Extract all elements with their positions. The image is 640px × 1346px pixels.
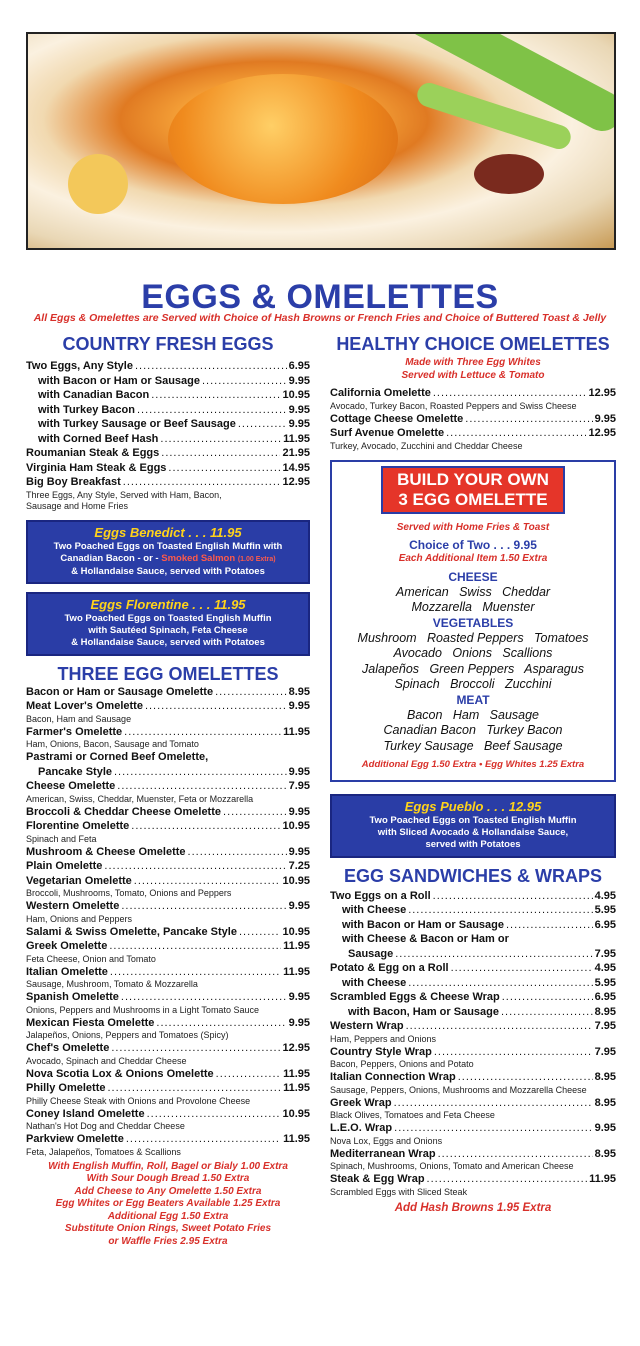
menu-item <box>26 899 310 914</box>
menu-item <box>330 1147 616 1162</box>
item-price: 7.25 <box>288 860 310 872</box>
healthy-sub: Made with Three Egg Whites <box>405 357 541 368</box>
menu-item <box>26 925 310 940</box>
item-price: 10.95 <box>282 820 310 832</box>
item-price: 9.95 <box>594 1122 616 1134</box>
item-name: with Turkey Sausage or Beef Sausage <box>38 418 236 430</box>
item-price: 6.95 <box>288 360 310 372</box>
item-name: with Cheese & Bacon or Ham or <box>342 933 509 945</box>
item-price: 10.95 <box>282 389 310 401</box>
omelette-photo <box>26 32 616 250</box>
item-price: 5.95 <box>594 976 616 989</box>
item-name: Cottage Cheese Omelette <box>330 412 464 425</box>
pueblo-box <box>330 794 616 858</box>
item-name: Pastrami or Corned Beef Omelette, <box>26 751 209 763</box>
text-line: or Waffle Fries 2.95 Extra <box>108 1235 228 1247</box>
item-name: Parkview Omelette <box>26 1133 124 1145</box>
item-desc: Ham, Peppers and Onions <box>330 1033 437 1044</box>
text-line: Avocado Onions Scallions <box>393 646 553 660</box>
menu-item <box>26 750 310 765</box>
text-line: Egg Whites or Egg Beaters Available 1.25 Extra <box>55 1198 281 1209</box>
item-price: 9.95 <box>288 700 310 712</box>
build-served: Served with Home Fries & Toast <box>396 521 550 533</box>
item-price: 7.95 <box>288 780 310 792</box>
menu-item <box>330 426 616 441</box>
item-price: 7.95 <box>594 1045 616 1058</box>
item-name: Coney Island Omelette <box>26 1107 145 1120</box>
veg-heading: VEGETABLES <box>432 615 514 630</box>
item-desc: Nathan's Hot Dog and Cheddar Cheese <box>26 1121 185 1131</box>
page-title: EGGS & OMELETTES <box>141 278 499 316</box>
item-name: Country Style Wrap <box>330 1045 432 1058</box>
text-line: Jalapeños Green Peppers Asparagus <box>362 661 584 676</box>
item-name: Two Eggs on a Roll <box>330 889 431 902</box>
item-price: 11.95 <box>283 725 310 738</box>
sandwich-title: EGG SANDWICHES & WRAPS <box>343 865 602 886</box>
item-desc: Bacon, Ham and Sausage <box>26 713 132 724</box>
item-desc: Black Olives, Tomatoes and Feta Cheese <box>330 1110 495 1120</box>
item-name: with Corned Beef Hash <box>38 432 159 445</box>
item-name: Cheese Omelette <box>26 780 116 792</box>
item-name: Italian Omelette <box>26 965 108 978</box>
item-desc: Sausage, Mushroom, Tomato & Mozzarella <box>26 979 198 989</box>
menu-item <box>26 845 310 860</box>
item-price: 11.95 <box>283 965 310 978</box>
item-price: 12.95 <box>588 427 616 439</box>
healthy-list <box>330 386 616 452</box>
menu-item <box>26 374 310 389</box>
item-price: 9.95 <box>288 418 310 430</box>
item-name: Potato & Egg on a Roll <box>330 962 449 974</box>
item-price: 9.95 <box>288 845 310 858</box>
menu-item <box>330 1121 616 1136</box>
item-price: 14.95 <box>282 461 310 474</box>
item-name: Mexican Fiesta Omelette <box>26 1016 155 1029</box>
pueblo-title: Eggs Pueblo . . . 12.95 <box>404 798 542 814</box>
right-column <box>330 334 616 1214</box>
item-desc: Feta Cheese, Onion and Tomato <box>26 953 156 964</box>
item-name: Surf Avenue Omelette <box>330 427 445 439</box>
item-name: Mushroom & Cheese Omelette <box>26 845 186 858</box>
item-price: 11.95 <box>283 1133 310 1145</box>
item-name: Vegetarian Omelette <box>26 874 132 887</box>
pueblo-line: Two Poached Eggs on Toasted English Muffin <box>369 814 577 826</box>
florentine-box <box>26 592 310 656</box>
menu-item <box>26 765 310 780</box>
menu-item <box>26 859 310 874</box>
item-name: Nova Scotia Lox & Onions Omelette <box>26 1067 214 1080</box>
menu-item <box>26 388 310 403</box>
sandwich-list <box>330 889 616 1198</box>
item-desc: Nova Lox, Eggs and Onions <box>330 1135 443 1146</box>
item-desc: Feta, Jalapeños, Tomatoes & Scallions <box>26 1146 181 1157</box>
item-name: Virginia Ham Steak & Eggs <box>26 461 167 474</box>
item-price: 11.95 <box>283 432 310 445</box>
menu-item <box>330 918 616 933</box>
menu-item <box>330 889 616 904</box>
item-price: 9.95 <box>288 805 310 818</box>
item-price: 11.95 <box>283 1067 310 1080</box>
veg-list <box>336 631 610 693</box>
item-price: 8.95 <box>594 1147 616 1160</box>
menu-item <box>26 990 310 1005</box>
item-price: 5.95 <box>594 904 616 916</box>
item-price: 10.95 <box>282 1107 310 1120</box>
item-price: 8.95 <box>594 1071 616 1083</box>
menu-item <box>26 874 310 889</box>
florentine-line: & Hollandaise Sauce, served with Potatoes <box>71 636 265 648</box>
menu-item <box>330 1096 616 1111</box>
menu-item <box>26 805 310 820</box>
build-header: BUILD YOUR OWN 3 EGG OMELETTE <box>381 466 565 514</box>
item-name: Greek Wrap <box>330 1096 392 1109</box>
three-extras <box>26 1161 310 1249</box>
country-list <box>26 359 310 490</box>
item-price: 10.95 <box>282 874 310 887</box>
menu-item <box>330 1172 616 1187</box>
item-name: Steak & Egg Wrap <box>330 1173 425 1185</box>
item-name: Bacon or Ham or Sausage Omelette <box>26 685 214 698</box>
menu-item <box>330 990 616 1005</box>
menu-item <box>330 1005 616 1020</box>
item-price: 7.95 <box>594 1020 616 1032</box>
item-name: with Cheese <box>342 976 407 989</box>
build-footer: Additional Egg 1.50 Extra • Egg Whites 1.25 Extra <box>361 759 585 770</box>
item-name: Big Boy Breakfast <box>26 476 121 488</box>
item-name: Philly Omelette <box>26 1082 106 1094</box>
item-name: Meat Lover's Omelette <box>26 700 143 712</box>
item-desc: Ham, Onions and Peppers <box>26 913 133 924</box>
item-desc: Avocado, Turkey Bacon, Roasted Peppers and Swiss Cheese <box>330 400 577 411</box>
pueblo-line: served with Potatoes <box>425 838 521 850</box>
item-desc: Spinach and Feta <box>26 833 97 844</box>
item-price: 9.95 <box>288 765 310 778</box>
left-column <box>26 334 310 1248</box>
item-price: 9.95 <box>288 1016 310 1029</box>
menu-item <box>330 1045 616 1060</box>
cheese-list <box>336 585 610 616</box>
item-price: 11.95 <box>283 1082 310 1094</box>
menu-item <box>26 359 310 374</box>
item-name: Plain Omelette <box>26 860 103 872</box>
menu-item <box>26 446 310 461</box>
benedict-line: Two Poached Eggs on Toasted English Muffin with <box>53 540 283 552</box>
menu-item <box>330 932 616 947</box>
menu-item <box>26 939 310 954</box>
bigboy-desc: Three Eggs, Any Style, Served with Ham, Bacon, Sausage and Home Fries <box>26 489 222 511</box>
menu-item <box>26 1067 310 1082</box>
item-price: 11.95 <box>283 940 310 952</box>
item-name: Scrambled Eggs & Cheese Wrap <box>330 991 500 1003</box>
item-price: 6.95 <box>594 991 616 1003</box>
menu-item <box>26 417 310 432</box>
item-price: 7.95 <box>594 947 616 960</box>
menu-item <box>330 1070 616 1085</box>
menu-item <box>330 903 616 918</box>
item-desc: Sausage, Peppers, Onions, Mushrooms and Mozzarella Cheese <box>330 1084 587 1095</box>
benedict-title: Eggs Benedict . . . 11.95 <box>94 524 242 540</box>
menu-item <box>26 461 310 476</box>
item-desc: Scrambled Eggs with Sliced Steak <box>330 1186 468 1197</box>
item-price: 10.95 <box>282 925 310 938</box>
item-name: Roumanian Steak & Eggs <box>26 447 160 459</box>
meat-list <box>336 708 610 755</box>
florentine-line: Two Poached Eggs on Toasted English Muffin <box>64 612 272 624</box>
item-name: Pancake Style <box>38 765 112 778</box>
menu-item <box>26 685 310 700</box>
text-line: American Swiss Cheddar <box>395 584 551 599</box>
text-line: Turkey Sausage Beef Sausage <box>383 738 563 753</box>
item-name: Greek Omelette <box>26 940 108 952</box>
item-name: with Canadian Bacon <box>38 389 150 401</box>
item-price: 6.95 <box>594 918 616 931</box>
item-price: 8.95 <box>594 1096 616 1109</box>
text-line: Additional Egg 1.50 Extra <box>107 1210 229 1222</box>
item-price: 8.95 <box>288 685 310 698</box>
menu-item <box>26 432 310 447</box>
menu-item <box>26 403 310 418</box>
item-price: 4.95 <box>594 962 616 974</box>
pueblo-line: with Sliced Avocado & Hollandaise Sauce, <box>377 826 569 838</box>
menu-item <box>330 386 616 401</box>
country-title: COUNTRY FRESH EGGS <box>62 334 274 354</box>
item-desc: Spinach, Mushrooms, Onions, Tomato and American Cheese <box>330 1161 574 1171</box>
item-name: Florentine Omelette <box>26 820 130 832</box>
menu-item <box>26 725 310 740</box>
item-name: with Bacon or Ham or Sausage <box>342 918 504 931</box>
text-line: Bacon Ham Sausage <box>406 707 540 722</box>
item-desc: American, Swiss, Cheddar, Muenster, Feta or Mozzarella <box>26 793 254 804</box>
item-price: 9.95 <box>288 403 310 416</box>
menu-item <box>26 1081 310 1096</box>
item-name: L.E.O. Wrap <box>330 1122 393 1134</box>
item-price: 9.95 <box>288 374 310 387</box>
item-price: 9.95 <box>288 900 310 912</box>
text-line: Mushroom Roasted Peppers Tomatoes <box>357 630 589 645</box>
meat-heading: MEAT <box>456 692 490 707</box>
item-desc: Jalapeños, Onions, Peppers and Tomatoes (Spicy) <box>26 1030 229 1040</box>
menu-item <box>26 779 310 794</box>
sandwich-footer: Add Hash Browns 1.95 Extra <box>394 1201 552 1214</box>
build-choice: Choice of Two . . . 9.95 <box>409 538 537 552</box>
menu-item <box>26 699 310 714</box>
menu-item <box>330 412 616 427</box>
text-line: With English Muffin, Roll, Bagel or Bialy 1.00 Extra <box>48 1160 288 1172</box>
healthy-title: HEALTHY CHOICE OMELETTES <box>336 334 610 354</box>
item-name: with Turkey Bacon <box>38 403 135 416</box>
menu-item <box>26 1016 310 1031</box>
item-name: with Bacon or Ham or Sausage <box>38 374 200 387</box>
item-name: with Cheese <box>342 904 407 916</box>
text-line: Substitute Onion Rings, Sweet Potato Fries <box>64 1223 272 1234</box>
item-name: Chef's Omelette <box>26 1042 110 1054</box>
item-price: 4.95 <box>594 889 616 902</box>
item-name: Farmer's Omelette <box>26 725 123 738</box>
item-name: Salami & Swiss Omelette, Pancake Style <box>26 925 237 938</box>
page-subtitle: All Eggs & Omelettes are Served with Choice of Hash Browns or French Fries and Choice of Buttered Toast & Jelly <box>33 312 607 324</box>
healthy-sub: Served with Lettuce & Tomato <box>401 369 545 381</box>
item-name: Mediterranean Wrap <box>330 1147 436 1160</box>
item-price: 8.95 <box>594 1005 616 1018</box>
item-desc: Philly Cheese Steak with Onions and Provolone Cheese <box>26 1095 251 1106</box>
item-name: Broccoli & Cheddar Cheese Omelette <box>26 805 222 818</box>
menu-item <box>330 947 616 962</box>
item-desc: Bacon, Peppers, Onions and Potato <box>330 1059 474 1069</box>
build-box <box>330 460 616 782</box>
menu-item <box>26 819 310 834</box>
item-name: Western Omelette <box>26 900 120 912</box>
item-price: 11.95 <box>589 1173 616 1185</box>
item-price: 9.95 <box>594 412 616 425</box>
item-price: 12.95 <box>282 476 310 488</box>
item-price: 21.95 <box>282 447 310 459</box>
item-desc: Onions, Peppers and Mushrooms in a Light Tomato Sauce <box>26 1004 259 1015</box>
benedict-line: Canadian Bacon - or - Smoked Salmon (1.00 Extra) <box>60 552 276 564</box>
text-line: Mozzarella Muenster <box>411 600 535 614</box>
menu-item <box>330 1019 616 1034</box>
benedict-line: & Hollandaise Sauce, served with Potatoes <box>71 565 265 577</box>
cheese-heading: CHEESE <box>448 569 498 584</box>
menu-item <box>26 475 310 490</box>
item-name: Two Eggs, Any Style <box>26 360 133 372</box>
florentine-line: with Sautéed Spinach, Feta Cheese <box>88 624 248 636</box>
item-price: 12.95 <box>282 1042 310 1054</box>
item-name: California Omelette <box>330 387 431 399</box>
item-desc: Avocado, Spinach and Cheddar Cheese <box>26 1055 187 1066</box>
build-each: Each Additional Item 1.50 Extra <box>398 553 548 564</box>
item-price: 9.95 <box>288 991 310 1003</box>
florentine-title: Eggs Florentine . . . 11.95 <box>90 596 246 612</box>
item-desc: Broccoli, Mushrooms, Tomato, Onions and Peppers <box>26 888 232 898</box>
benedict-box <box>26 520 310 584</box>
three-title: THREE EGG OMELETTES <box>57 663 279 684</box>
menu-item <box>26 965 310 980</box>
item-name: Sausage <box>348 947 394 960</box>
menu-item <box>330 961 616 976</box>
text-line: Canadian Bacon Turkey Bacon <box>383 723 563 737</box>
menu-item <box>26 1132 310 1147</box>
item-price: 12.95 <box>588 387 616 399</box>
text-line: Add Cheese to Any Omelette 1.50 Extra <box>74 1185 262 1197</box>
item-name: with Bacon, Ham or Sausage <box>348 1005 499 1018</box>
menu-item <box>26 1041 310 1056</box>
item-name: Western Wrap <box>330 1020 404 1032</box>
item-name: Italian Connection Wrap <box>330 1071 456 1083</box>
item-desc: Turkey, Avocado, Zucchini and Cheddar Cheese <box>330 440 523 451</box>
text-line: With Sour Dough Bread 1.50 Extra <box>86 1173 250 1184</box>
item-name: Spanish Omelette <box>26 991 119 1003</box>
item-desc: Ham, Onions, Bacon, Sausage and Tomato <box>26 739 199 749</box>
three-list <box>26 685 310 1158</box>
menu-item <box>26 1107 310 1122</box>
menu-item <box>330 976 616 991</box>
text-line: Spinach Broccoli Zucchini <box>394 677 552 691</box>
